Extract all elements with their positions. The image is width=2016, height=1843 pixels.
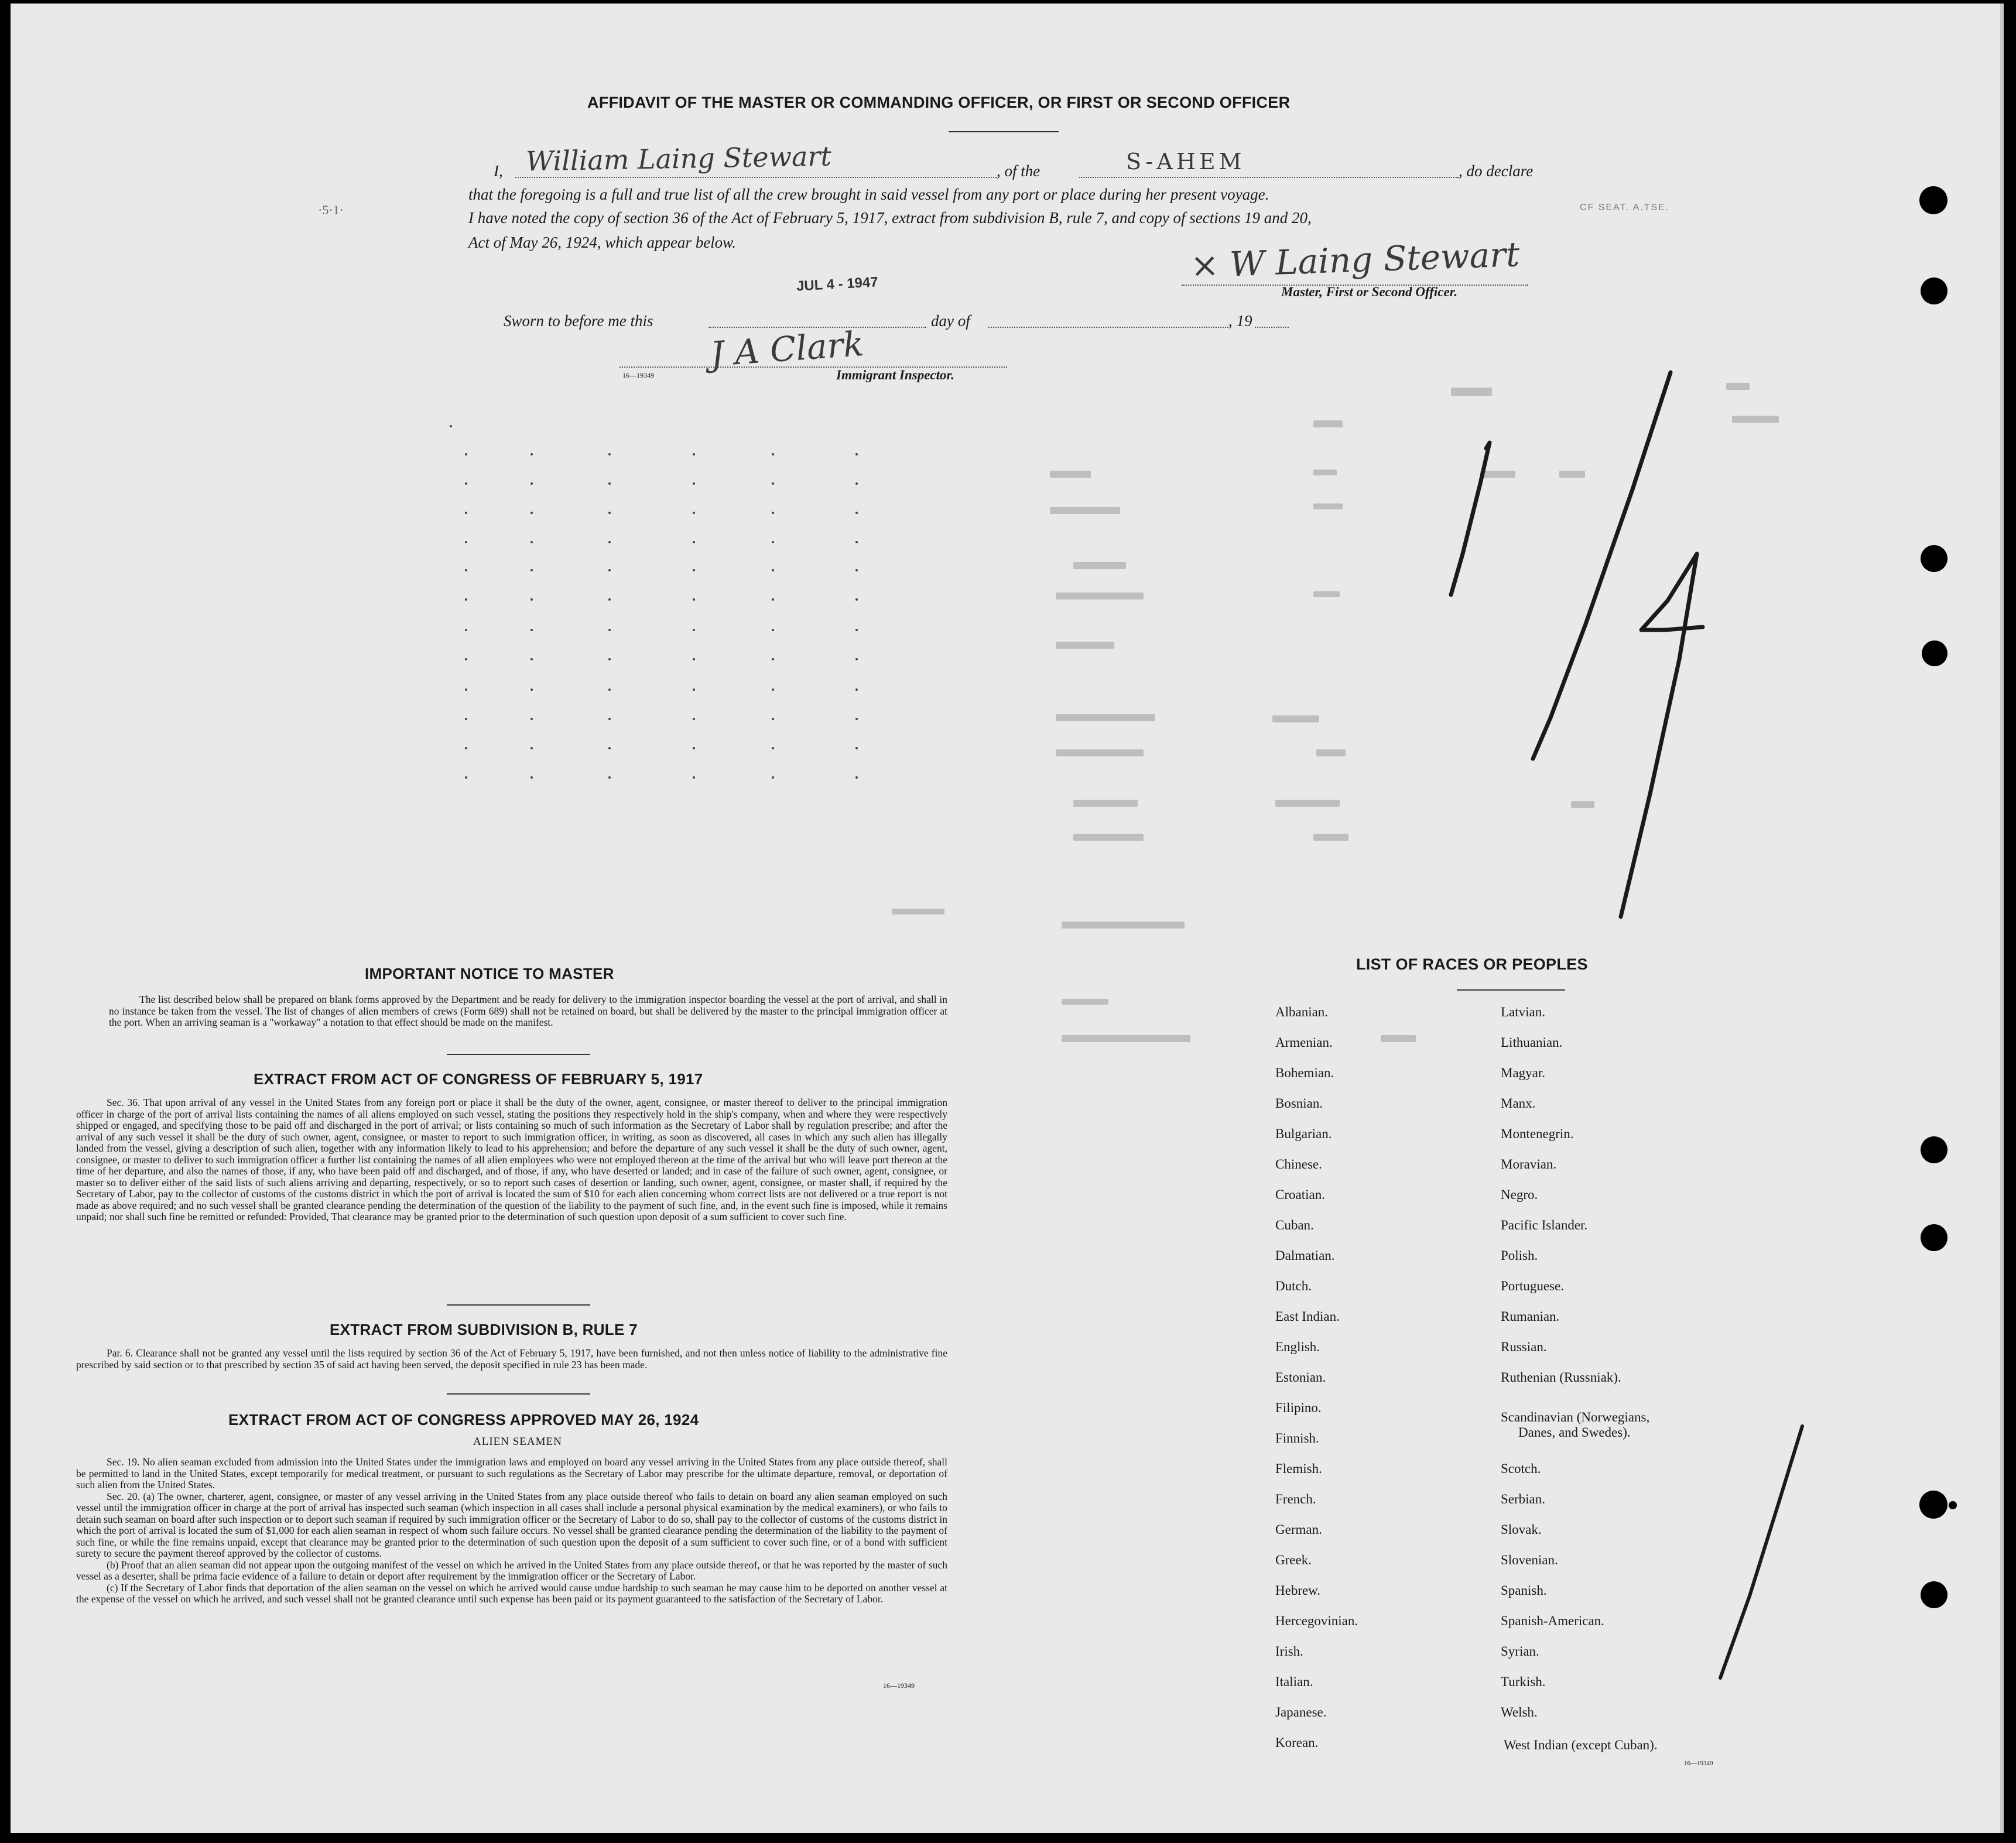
race-item: Pacific Islander.	[1501, 1218, 1588, 1232]
race-item: Serbian.	[1501, 1492, 1546, 1506]
vessel-name-handwritten: S-AHEM	[1126, 149, 1245, 174]
inspector-signature-handwritten: J A Clark	[708, 323, 865, 375]
race-item: Bulgarian.	[1275, 1126, 1332, 1141]
race-item: Montenegrin.	[1501, 1126, 1574, 1141]
race-item: Finnish.	[1275, 1431, 1319, 1445]
left-margin-mark: ·5·1·	[318, 203, 344, 217]
race-item: Portuguese.	[1501, 1279, 1564, 1293]
race-item: Scandinavian (Norwegians,	[1501, 1410, 1650, 1424]
races-rule	[1457, 989, 1565, 991]
sworn-day: day of	[931, 312, 970, 330]
punch-hole	[1921, 1581, 1947, 1608]
race-item: German.	[1275, 1522, 1322, 1537]
form-number: 16—19349	[622, 371, 654, 379]
race-item: Polish.	[1501, 1248, 1538, 1263]
race-item: Dutch.	[1275, 1279, 1312, 1293]
extract-1924-title: EXTRACT FROM ACT OF CONGRESS APPROVED MAY 26, 1924	[228, 1411, 699, 1429]
extract-1917-title: EXTRACT FROM ACT OF CONGRESS OF FEBRUARY 5, 1917	[254, 1070, 703, 1088]
affidavit-of-the: , of the	[997, 162, 1040, 180]
race-item: Rumanian.	[1501, 1309, 1560, 1324]
race-item: Dalmatian.	[1275, 1248, 1335, 1263]
notice-title: IMPORTANT NOTICE TO MASTER	[365, 965, 614, 982]
race-item: Welsh.	[1501, 1705, 1538, 1719]
race-item: Croatian.	[1275, 1187, 1325, 1202]
affidavit-line4: Act of May 26, 1924, which appear below.	[468, 234, 736, 251]
race-item: Slovenian.	[1501, 1553, 1558, 1567]
extract-rule7-title: EXTRACT FROM SUBDIVISION B, RULE 7	[330, 1321, 638, 1338]
punch-hole	[1921, 1136, 1947, 1163]
race-item: Moravian.	[1501, 1157, 1557, 1171]
notice-text	[109, 994, 947, 1029]
race-item: Negro.	[1501, 1187, 1538, 1202]
race-item: English.	[1275, 1340, 1320, 1354]
race-item: Russian.	[1501, 1340, 1547, 1354]
race-item: Latvian.	[1501, 1005, 1545, 1019]
extract-1924-sec20c: (c) If the Secretary of Labor finds that deportation of the alien seaman on the vessel on which he arrived would cause undue hardship to such seaman he may cause him to be deported on another vessel at the expense of the vessel on which he arrived, and such vessel shall not be granted clearance until such expense has been paid or its payment guaranteed to the satisfaction of the Secretary of Labor.	[76, 1581, 947, 1605]
extract-1924-sec20b: (b) Proof that an alien seaman did not appear upon the outgoing manifest of the vessel on which he arrived in the United States from any place outside thereof, or that he was reported by the master of such vessel as a deserter, shall be prima facie evidence of a failure to detain or deport after requirement by the immigration officer or the Secretary of Labor.	[76, 1558, 947, 1582]
extract-rule7-paragraph: Par. 6. Clearance shall not be granted any vessel until the lists required by section 36 of the Act of February 5, 1917, have been furnished, and not then unless notice of liability to the administrative fine prescribed by said section or to that prescribed by section 35 of said act having been served, the deposit specified in rule 23 has been made.	[76, 1347, 947, 1371]
race-item: Flemish.	[1275, 1461, 1322, 1476]
extract-1924-subtitle: ALIEN SEAMEN	[473, 1436, 562, 1448]
punch-hole	[1921, 278, 1947, 304]
affidavit-declare: , do declare	[1459, 162, 1534, 180]
race-item: Manx.	[1501, 1096, 1536, 1111]
race-item: French.	[1275, 1492, 1316, 1506]
race-item: Slovak.	[1501, 1522, 1542, 1537]
right-margin-mark: CF SEAT. A.TSE.	[1580, 203, 1670, 213]
race-item: Albanian.	[1275, 1005, 1329, 1019]
affidavit-line2: that the foregoing is a full and true list of all the crew brought in said vessel from any port or place during her present voyage.	[468, 186, 1269, 203]
sworn-prefix: Sworn to before me this	[504, 312, 653, 330]
race-item: Irish.	[1275, 1644, 1303, 1659]
extract-form-number: 16—19349	[883, 1681, 915, 1690]
race-item: Spanish-American.	[1501, 1614, 1604, 1628]
race-item: East Indian.	[1275, 1309, 1340, 1324]
sworn-year: , 19	[1228, 312, 1252, 330]
race-item: Armenian.	[1275, 1035, 1333, 1050]
notice-paragraph: The list described below shall be prepared on blank forms approved by the Department and be ready for delivery to the immigration inspector boarding the vessel at the port of arrival, and shall in no instance be taken from the vessel. The list of changes of alien members of crews (Form 689) shall not be retained on board, but shall be delivered by the master to the principal immigration officer at the port. When an arriving seaman is a "workaway" a notation to that effect should be made on the manifest.	[109, 994, 947, 1028]
race-item: Spanish.	[1501, 1583, 1547, 1598]
affidavit-title: AFFIDAVIT OF THE MASTER OR COMMANDING OFFICER, OR FIRST OR SECOND OFFICER	[587, 94, 1291, 111]
race-item: Hercegovinian.	[1275, 1614, 1358, 1628]
race-item: Italian.	[1275, 1674, 1313, 1689]
race-item: Filipino.	[1275, 1400, 1322, 1415]
inspector-caption: Immigrant Inspector.	[836, 368, 954, 382]
race-item: Magyar.	[1501, 1066, 1546, 1080]
extract-rule7-body	[76, 1348, 947, 1371]
race-item: Hebrew.	[1275, 1583, 1321, 1598]
race-item: Korean.	[1275, 1735, 1319, 1750]
punch-hole	[1921, 1224, 1947, 1251]
punch-hole	[1922, 640, 1947, 666]
punch-hole	[1919, 186, 1947, 214]
race-item: Danes, and Swedes).	[1518, 1425, 1631, 1440]
extract-1924-sec19: Sec. 19. No alien seaman excluded from admission into the United States under the immigration laws and employed on board any vessel arriving in the United States from any place outside thereof, shall be permitted to land in the United States, except temporarily for medical treatment, or pursuant to such regulations as the Secretary of Labor may prescribe for the ultimate departure, removal, or deportation of such alien from the United States.	[76, 1456, 947, 1491]
affidavit-line3: I have noted the copy of section 36 of the Act of February 5, 1917, extract from subdivision B, rule 7, and copy of sections 19 and 20,	[468, 209, 1312, 227]
affidavit-i: I,	[494, 162, 503, 180]
race-item: Scotch.	[1501, 1461, 1541, 1476]
page-count-handwritten	[1445, 355, 1773, 940]
race-item: Greek.	[1275, 1553, 1312, 1567]
punch-hole	[1921, 545, 1947, 572]
extract-1917-paragraph: Sec. 36. That upon arrival of any vessel in the United States from any foreign port or place it shall be the duty of the owner, agent, consignee, or master thereof to deliver to the principal immigration officer in charge of the port of arrival lists containing the names of all aliens employed on such vessel, stating the positions they respectively hold in the ship's company, when and where they were respectively shipped or engaged, and specifying those to be paid off and discharged in the port of arrival; or lists containing so much of such information as the Secretary of Labor shall by regulation prescribe; and after the arrival of any such vessel it shall be the duty of such owner, agent, consignee, or master to report to such immigration officer, in writing, as soon as discovered, all cases in which any such alien has illegally landed from the vessel, giving a description of such alien, together with any information likely to lead to his apprehension; and before the departure of any such vessel it shall be the duty of such owner, agent, consignee, or master to deliver to such immigration officer a further list containing the names of all alien employees who were not employed thereon at the time of the arrival but who will leave port thereon at the time of her departure, and also the names of those, if any, who have been paid off and discharged, and of those, if any, who have deserted or landed; and in case of the failure of such owner, agent, consignee, or master so to deliver either of the said lists of such aliens arriving and departing, respectively, or so to report such cases of desertion or landing, such owner, agent, consignee, or master shall, if required by the Secretary of Labor, pay to the collector of customs of the customs district in which the port of arrival is located the sum of $10 for each alien concerning whom correct lists are not delivered or a true report is not made as above required; and no such vessel shall be granted clearance pending the determination of the question of the liability to the payment of such fine, and, in the event such fine is imposed, while it remains unpaid; nor shall such fine be remitted or refunded: Provided, That clearance may be granted prior to the determination of such question upon deposit of a sum sufficient to cover such fine.	[76, 1097, 947, 1222]
race-item: Ruthenian (Russniak).	[1501, 1370, 1621, 1385]
races-title: LIST OF RACES OR PEOPLES	[1356, 955, 1588, 973]
punch-hole	[1919, 1491, 1947, 1519]
master-name-handwritten: William Laing Stewart	[525, 140, 832, 177]
race-item: Lithuanian.	[1501, 1035, 1563, 1050]
race-item: Cuban.	[1275, 1218, 1314, 1232]
race-item: Estonian.	[1275, 1370, 1326, 1385]
race-item: Chinese.	[1275, 1157, 1322, 1171]
signature-caption: Master, First or Second Officer.	[1281, 285, 1458, 299]
page-edge	[2000, 4, 2004, 1833]
notice-rule	[447, 1054, 590, 1055]
race-item: Japanese.	[1275, 1705, 1327, 1719]
race-item: Bosnian.	[1275, 1096, 1323, 1111]
extract-1924-sec20a: Sec. 20. (a) The owner, charterer, agent, consignee, or master of any vessel arriving in the United States from any place outside thereof who fails to detain on board any alien seaman employed on such vessel until the immigration officer in charge at the port of arrival has inspected such seaman (which inspection in all cases shall include a personal physical examination by the medical examiners), or who fails to detain such seaman on board after such inspection or to deport such seaman if required by such immigration officer or the Secretary of Labor to do so, shall pay to the collector of customs of the customs district in which the port of arrival is located the sum of $1,000 for each alien seaman in respect of whom such failure occurs. No vessel shall be granted clearance pending the determination of the liability to the payment of such fine, or while the fine remains unpaid, except that clearance may be granted prior to the determination of such question upon the deposit of a sum sufficient to cover such fine, or of a bond with sufficient surety to secure the payment thereof approved by the collector of customs.	[76, 1490, 947, 1559]
extract-rule7-rule	[447, 1393, 590, 1395]
race-item: Syrian.	[1501, 1644, 1539, 1659]
race-item: Turkish.	[1501, 1674, 1546, 1689]
date-stamp: JUL 4 - 1947	[796, 274, 879, 294]
document-page	[11, 4, 2004, 1833]
extract-1917-body	[76, 1097, 947, 1223]
master-signature-handwritten: × W Laing Stewart	[1189, 234, 1521, 286]
race-item: West Indian (except Cuban).	[1504, 1738, 1658, 1752]
punch-hole-fragment	[1949, 1501, 1957, 1509]
race-item: Bohemian.	[1275, 1066, 1334, 1080]
races-form-number: 16—19349	[1684, 1760, 1713, 1767]
pencil-slash-mark	[1709, 1420, 1814, 1690]
extract-1924-body	[76, 1457, 947, 1605]
extract-1917-rule	[447, 1304, 590, 1306]
